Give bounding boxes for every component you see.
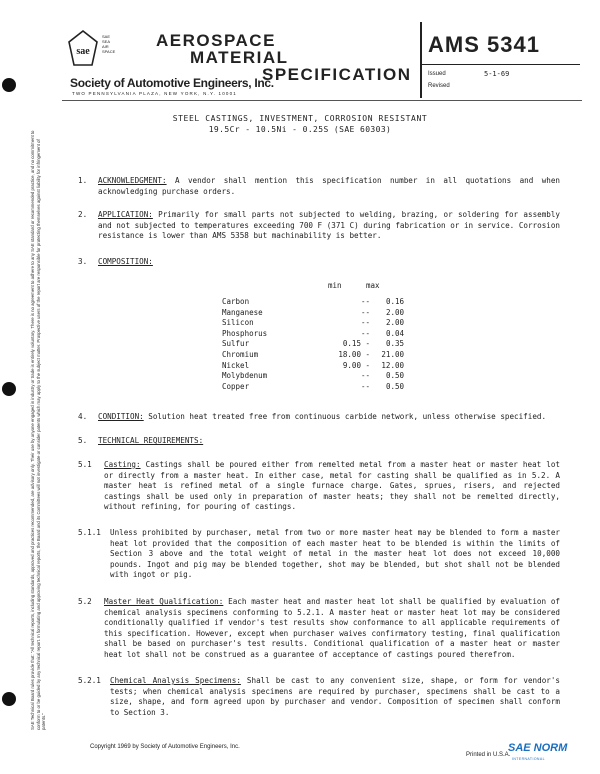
section-heading-technical: TECHNICAL REQUIREMENTS:: [98, 436, 204, 445]
header-divider: [422, 64, 580, 65]
section-heading: Master Heat Qualification:: [104, 597, 224, 606]
sae-logo-icon: [68, 30, 98, 66]
spec-subtitle: 19.5Cr - 10.5Ni - 0.25S (SAE 60303): [208, 125, 392, 134]
composition-element: Carbon: [222, 297, 250, 306]
binder-hole: [2, 692, 16, 706]
composition-row: [222, 361, 422, 372]
composition-min-value: 18.00 -: [338, 349, 370, 359]
document-number: AMS 5341: [428, 32, 540, 57]
section-condition: [98, 412, 560, 423]
issued-date: 5-1-69: [484, 70, 510, 78]
composition-element: Phosphorus: [222, 328, 268, 338]
header-bottom-rule: [62, 100, 582, 101]
society-name: Society of Automotive Engineers, Inc.: [70, 76, 274, 90]
section-number: 1.: [78, 176, 88, 185]
composition-row: [222, 350, 422, 361]
revised-label: Revised: [428, 83, 450, 89]
composition-max-value: 21.00: [381, 349, 404, 359]
composition-element: Nickel: [222, 360, 250, 370]
section-heading: ACKNOWLEDGMENT:: [98, 176, 167, 185]
composition-min-value: --: [360, 371, 370, 381]
composition-min-value: --: [360, 328, 370, 338]
spec-title: STEEL CASTINGS, INVESTMENT, CORROSION RESISTANT: [172, 114, 428, 123]
binder-hole: [2, 382, 16, 396]
composition-max-value: 0.50: [385, 371, 404, 381]
section-text: Castings shall be poured either from remelted metal from a master heat or master heat lot or directly from a master heat. In either case, metal for casting shall be qualified as in 5.2. A master heat is refined metal of a single furnace charge. Gates, sprues, risers, and rejected castings shall be used only in preparation of master heats; they shall not be remelted directly, without refining, for pouring of castings.: [104, 460, 560, 512]
composition-row: [222, 371, 422, 382]
composition-row: [222, 382, 422, 393]
composition-element: Chromium: [222, 349, 259, 359]
section-text: Each master heat and master heat lot shall be qualified by evaluation of chemical analysis specimens conforming to 5.2.1. A master heat or master heat lot may be considered conditionally qualified if vendor's test results show conformance to all applicable requirements of this specification. However, except when purchaser waives confirmatory testing, final qualification shall be based on purchaser's test results. Conditional qualification of a master heat or master heat lot shall not be construed as a guarantee of acceptance of castings poured therefrom.: [104, 597, 560, 659]
composition-table: [222, 297, 422, 392]
composition-element: Molybdenum: [222, 371, 268, 381]
max-header: max: [366, 281, 380, 290]
section-number: 4.: [78, 412, 88, 421]
copyright-notice: Copyright 1969 by Society of Automotive Engineers, Inc.: [90, 744, 240, 750]
issued-label: Issued: [428, 71, 446, 77]
min-header: min: [328, 281, 342, 290]
section-heading: Casting:: [104, 460, 141, 469]
section-heading-composition: COMPOSITION:: [98, 257, 153, 266]
section-number: 5.1: [78, 460, 92, 469]
composition-min-value: 9.00 -: [342, 360, 370, 370]
section-number: 5.: [78, 436, 88, 445]
section-heading: Chemical Analysis Specimens:: [110, 676, 241, 685]
section-master-heat-qualification: [104, 597, 560, 661]
composition-element: Sulfur: [222, 339, 250, 349]
section-acknowledgment: [98, 176, 560, 197]
section-number: 3.: [78, 257, 88, 266]
title-material: MATERIAL: [190, 48, 289, 67]
section-number: 5.2: [78, 597, 92, 606]
composition-max-value: 2.00: [385, 318, 404, 328]
watermark-subtitle: INTERNATIONAL: [512, 757, 545, 761]
section-number: 5.2.1: [78, 676, 101, 685]
composition-min-value: 0.15 -: [342, 339, 370, 349]
composition-row: [222, 339, 422, 350]
composition-min-value: --: [360, 307, 370, 317]
watermark-logo: SAE NORM: [508, 742, 568, 754]
composition-min-value: --: [360, 297, 370, 306]
section-heading: APPLICATION:: [98, 210, 153, 219]
section-chemical-analysis: [110, 676, 560, 718]
composition-element: Manganese: [222, 307, 263, 317]
svg-text:sae: sae: [76, 46, 90, 57]
composition-max-value: 0.16: [385, 297, 404, 306]
composition-max-value: 0.50: [385, 381, 404, 391]
printed-in: Printed in U.S.A.: [466, 752, 511, 758]
composition-element: Copper: [222, 381, 250, 391]
section-application: [98, 210, 560, 242]
logo-words: SAE SEA AIR SPACE: [102, 34, 116, 54]
binder-hole: [2, 78, 16, 92]
composition-row: [222, 318, 422, 329]
composition-max-value: 0.04: [385, 328, 404, 338]
composition-element: Silicon: [222, 318, 254, 328]
section-casting: [104, 460, 560, 513]
composition-min-value: --: [360, 318, 370, 328]
composition-row: [222, 329, 422, 340]
section-text: Solution heat treated free from continuous carbide network, unless otherwise specified.: [143, 412, 547, 421]
society-address: TWO PENNSYLVANIA PLAZA, NEW YORK, N.Y. 10001: [72, 91, 238, 96]
section-heading: CONDITION:: [98, 412, 144, 421]
composition-min-value: --: [360, 381, 370, 391]
section-blending: Unless prohibited by purchaser, metal from two or more master heat may be blended to form a master heat lot provided that the composition of each master heat to be blended is within the limits of Section 3 above and the total weight of metal in the master heat lot does not exceed 10,000 pounds. Ingot and pig may be blended together, shot may be blended, but shot shall not be blended with ingot or pig.: [110, 528, 560, 580]
side-disclaimer: SAE Technical Board rules provide that: "All technical reports, including standards, approved and practices recommended, are advisory only. Their use by anyone engaged in industry or trade is entirely voluntary. There is no agreement to adhere to any SAE standard or recommended practice, and no commitment to conform to or be guided by any technical report. In formulating and approving technical reports, the Board and its Committees will not investigate or consider patents which may apply to the subject matter. Prospective users of the report are responsible for protecting themselves against liability for infringement of patents.": [30, 130, 47, 730]
title-aerospace: AEROSPACE: [156, 31, 276, 50]
section-text: Shall be cast to any convenient size, shape, or form for vendor's tests; when chemical analysis specimens are required by purchaser, specimens shall be cast to a size, shape, and form agreed upon by purchaser and vendor. Composition of specimen shall conform to Section 3.: [110, 676, 560, 717]
section-text: Primarily for small parts not subjected to welding, brazing, or soldering for assembly and not subjected to temperatures exceeding 700 F (371 C) during fabrication or in service. Corrosion resistance is lower than AMS 5358 but machinability is better.: [98, 210, 560, 241]
composition-row: [222, 297, 422, 308]
title-specification: SPECIFICATION: [262, 65, 412, 84]
section-number: 5.1.1: [78, 528, 101, 537]
composition-max-value: 2.00: [385, 307, 404, 317]
section-number: 2.: [78, 210, 88, 219]
composition-max-value: 0.35: [385, 339, 404, 349]
composition-max-value: 12.00: [381, 360, 404, 370]
section-text: A vendor shall mention this specification number in all quotations and when acknowledging purchase orders.: [98, 176, 560, 196]
composition-row: [222, 308, 422, 319]
